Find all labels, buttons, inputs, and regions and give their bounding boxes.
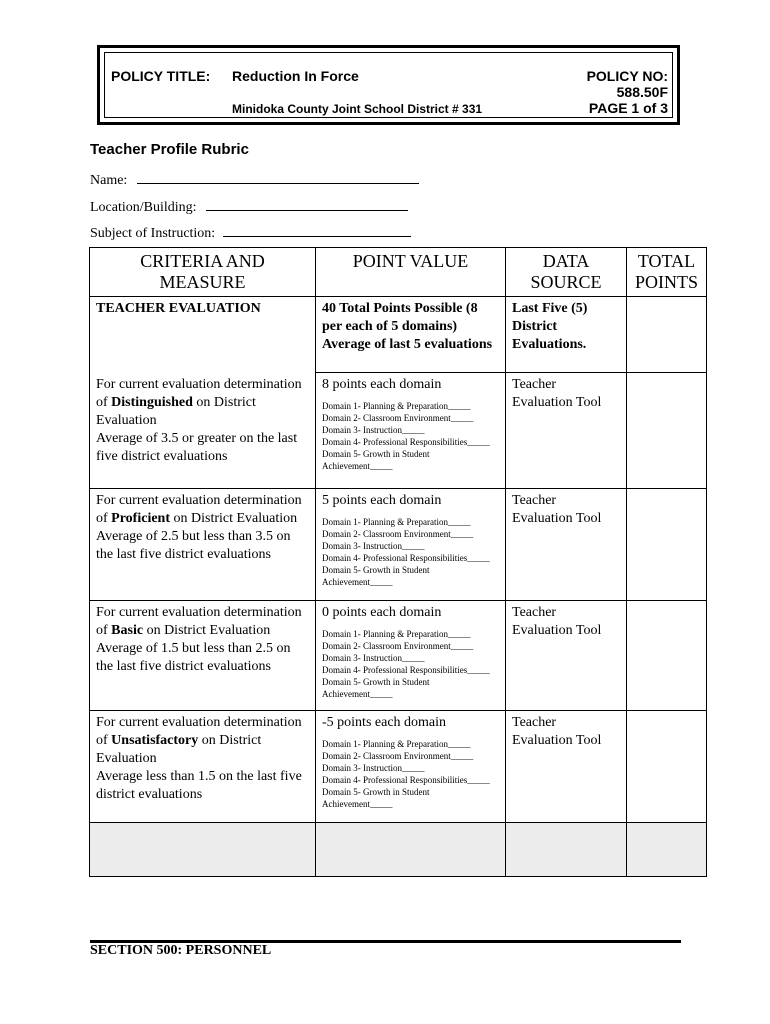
domain-item: Domain 3- Instruction_____ bbox=[322, 425, 425, 435]
domain-list bbox=[322, 516, 499, 588]
criteria-text: For current evaluation determination of bbox=[96, 376, 302, 410]
criteria-cell bbox=[90, 711, 316, 823]
average-text: Average of 3.5 or greater on the last five district evaluations bbox=[96, 430, 298, 464]
points-cell bbox=[316, 373, 506, 489]
policy-title: Reduction In Force bbox=[232, 68, 359, 84]
table-row-summary bbox=[90, 823, 707, 877]
section-points: 40 Total Points Possible (8 per each of 5 domains) Average of last 5 evaluations bbox=[316, 297, 506, 373]
subject-label: Subject of Instruction: bbox=[90, 226, 216, 241]
grand-total-cell[interactable] bbox=[627, 823, 707, 877]
domain-item: Domain 2- Classroom Environment_____ bbox=[322, 751, 474, 761]
header-data-source: DATA SOURCE bbox=[506, 248, 627, 297]
location-line[interactable] bbox=[206, 197, 408, 211]
section-criteria: TEACHER EVALUATION bbox=[90, 297, 316, 373]
domain-item: Domain 5- Growth in Student Achievement_____ bbox=[322, 787, 430, 809]
header-criteria: CRITERIA AND MEASURE bbox=[90, 248, 316, 297]
total-cell[interactable] bbox=[627, 373, 707, 489]
policy-number-label: POLICY NO: bbox=[586, 68, 668, 84]
criteria-cell bbox=[90, 489, 316, 601]
criteria-text: For current evaluation determination of bbox=[96, 715, 302, 748]
domain-item: Domain 5- Growth in Student Achievement_____ bbox=[322, 565, 430, 587]
criteria-cell bbox=[90, 373, 316, 489]
criteria-text: on District Evaluation bbox=[96, 394, 256, 428]
table-row bbox=[90, 373, 707, 489]
domain-list bbox=[322, 628, 499, 700]
average-text: Average of 2.5 but less than 3.5 on the last five district evaluations bbox=[96, 529, 291, 562]
domain-item: Domain 2- Classroom Environment_____ bbox=[322, 413, 474, 423]
points-text: 0 points each domain bbox=[322, 605, 442, 620]
name-field bbox=[90, 170, 419, 189]
domain-list bbox=[322, 738, 499, 810]
criteria-text: on District Evaluation bbox=[143, 623, 271, 638]
domain-item: Domain 5- Growth in Student Achievement_____ bbox=[322, 449, 430, 471]
subject-line[interactable] bbox=[223, 223, 411, 237]
points-text: -5 points each domain bbox=[322, 715, 447, 730]
source-cell: Teacher Evaluation Tool bbox=[506, 711, 627, 823]
policy-number-block bbox=[587, 68, 668, 116]
level-basic: Basic bbox=[111, 623, 144, 638]
rubric-title: Teacher Profile Rubric bbox=[90, 141, 249, 158]
policy-title-label: POLICY TITLE: bbox=[111, 68, 211, 84]
domain-item: Domain 5- Growth in Student Achievement_____ bbox=[322, 677, 430, 699]
criteria-text: on District Evaluation bbox=[170, 511, 298, 526]
points-cell bbox=[316, 601, 506, 711]
subject-field bbox=[90, 223, 411, 242]
summary-cell bbox=[90, 823, 316, 877]
total-cell[interactable] bbox=[627, 601, 707, 711]
domain-item: Domain 3- Instruction_____ bbox=[322, 541, 425, 551]
source-cell: Teacher Evaluation Tool bbox=[506, 489, 627, 601]
table-row bbox=[90, 601, 707, 711]
criteria-cell bbox=[90, 601, 316, 711]
name-line[interactable] bbox=[137, 170, 419, 184]
level-unsatisfactory: Unsatisfactory bbox=[111, 733, 199, 748]
level-proficient: Proficient bbox=[111, 511, 171, 526]
domain-item: Domain 4- Professional Responsibilities_____ bbox=[322, 775, 490, 785]
average-text: Average of 1.5 but less than 2.5 on the last five district evaluations bbox=[96, 641, 291, 674]
domain-item: Domain 4- Professional Responsibilities_____ bbox=[322, 437, 490, 447]
domain-item: Domain 2- Classroom Environment_____ bbox=[322, 529, 474, 539]
section-source: Last Five (5) District Evaluations. bbox=[506, 297, 627, 373]
table-row bbox=[90, 489, 707, 601]
summary-cell bbox=[316, 823, 506, 877]
table-header-row bbox=[90, 248, 707, 297]
source-cell: Teacher Evaluation Tool bbox=[506, 373, 627, 489]
summary-cell bbox=[506, 823, 627, 877]
name-label: Name: bbox=[90, 173, 128, 188]
policy-header-box bbox=[97, 45, 680, 125]
policy-header-inner bbox=[104, 52, 673, 118]
domain-item: Domain 4- Professional Responsibilities_____ bbox=[322, 553, 490, 563]
rubric-table bbox=[89, 247, 707, 877]
domain-item: Domain 3- Instruction_____ bbox=[322, 653, 425, 663]
domain-item: Domain 3- Instruction_____ bbox=[322, 763, 425, 773]
points-text: 5 points each domain bbox=[322, 493, 442, 508]
domain-item: Domain 1- Planning & Preparation_____ bbox=[322, 629, 471, 639]
points-text: 8 points each domain bbox=[322, 377, 442, 392]
criteria-text: For current evaluation determination of bbox=[96, 605, 302, 638]
table-row bbox=[90, 711, 707, 823]
district-name: Minidoka County Joint School District # 331 bbox=[232, 102, 483, 116]
domain-item: Domain 2- Classroom Environment_____ bbox=[322, 641, 474, 651]
domain-list bbox=[322, 400, 499, 472]
section-total-cell[interactable] bbox=[627, 297, 707, 373]
domain-item: Domain 1- Planning & Preparation_____ bbox=[322, 401, 471, 411]
domain-item: Domain 1- Planning & Preparation_____ bbox=[322, 517, 471, 527]
criteria-text: on District Evaluation bbox=[96, 733, 262, 766]
page-indicator: PAGE 1 of 3 bbox=[588, 100, 668, 116]
average-text: Average less than 1.5 on the last five district evaluations bbox=[96, 769, 302, 802]
section-footer: SECTION 500: PERSONNEL bbox=[90, 943, 272, 958]
policy-number: 588.50F bbox=[616, 84, 668, 100]
domain-item: Domain 1- Planning & Preparation_____ bbox=[322, 739, 471, 749]
points-cell bbox=[316, 711, 506, 823]
total-cell[interactable] bbox=[627, 711, 707, 823]
domain-item: Domain 4- Professional Responsibilities_____ bbox=[322, 665, 490, 675]
header-total-points: TOTAL POINTS bbox=[627, 248, 707, 297]
criteria-text: For current evaluation determination of bbox=[96, 493, 302, 526]
level-distinguished: Distinguished bbox=[111, 394, 193, 410]
source-cell: Teacher Evaluation Tool bbox=[506, 601, 627, 711]
location-field bbox=[90, 197, 408, 216]
points-cell bbox=[316, 489, 506, 601]
header-point-value: POINT VALUE bbox=[316, 248, 506, 297]
total-cell[interactable] bbox=[627, 489, 707, 601]
location-label: Location/Building: bbox=[90, 200, 197, 215]
table-row bbox=[90, 297, 707, 373]
